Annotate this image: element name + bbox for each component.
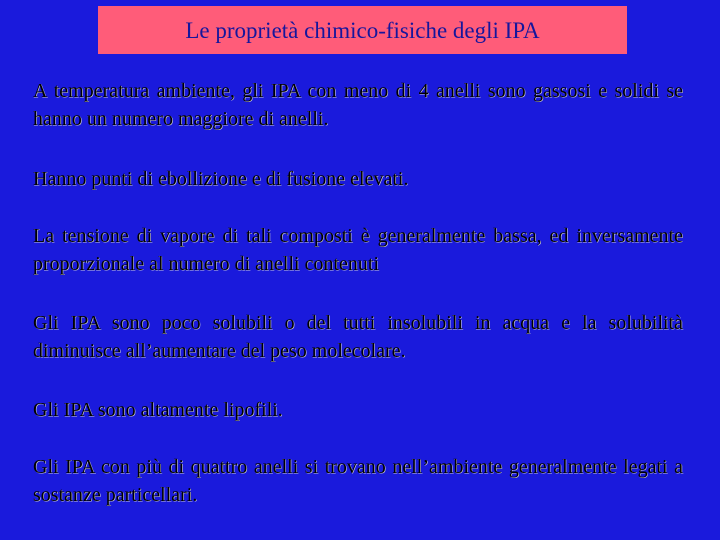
paragraph-6: Gli IPA con più di quattro anelli si trovano nell’ambiente generalmente legati a sostanze particellari. xyxy=(33,456,683,506)
paragraph-2: Hanno punti di ebollizione e di fusione elevati. xyxy=(33,168,409,190)
paragraph-3: La tensione di vapore di tali composti è generalmente bassa, ed inversamente proporzionale al numero di anelli contenuti xyxy=(33,225,683,275)
slide-title: Le proprietà chimico-fisiche degli IPA xyxy=(185,17,540,43)
paragraph-4: Gli IPA sono poco solubili o del tutti insolubili in acqua e la solubilità diminuisce all’aumentare del peso molecolare. xyxy=(33,312,683,362)
paragraph-1: A temperatura ambiente, gli IPA con meno di 4 anelli sono gassosi e solidi se hanno un numero maggiore di anelli. xyxy=(33,80,683,130)
paragraph-5: Gli IPA sono altamente lipofili. xyxy=(33,399,283,421)
title-box xyxy=(98,6,627,54)
